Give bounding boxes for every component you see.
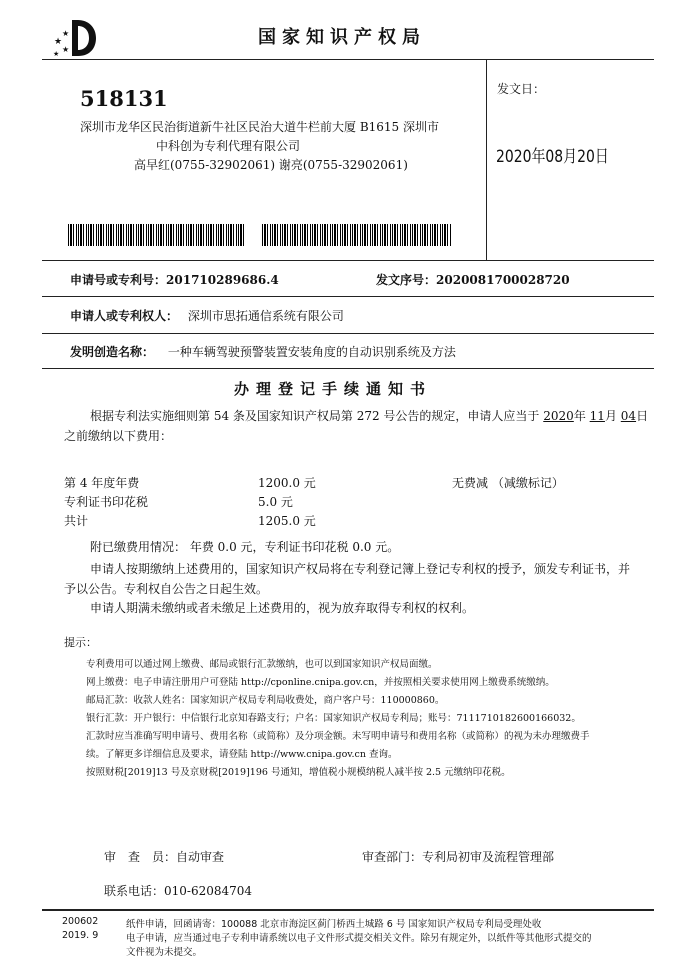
tip-line: 专利费用可以通过网上缴费、邮局或银行汇款缴纳，也可以到国家知识产权局面缴。 xyxy=(86,659,438,670)
tip-line: 汇款时应当准确写明申请号、费用名称（或简称）及分项金额。未写明申请号和费用名称（或简称）的视为未办理缴费手 xyxy=(86,731,590,742)
dispatch-date: 2020年08月20日 xyxy=(496,147,609,167)
invention-title-label: 发明创造名称： xyxy=(70,345,155,359)
footer-code-2: 2019. 9 xyxy=(62,930,99,941)
fee-row xyxy=(64,474,139,491)
para1-text: 根据专利法实施细则第 54 条及国家知识产权局第 272 号公告的规定，申请人应当于 xyxy=(90,409,540,423)
fee-amount: 5.0 元 xyxy=(258,495,293,509)
invention-title-row xyxy=(70,343,456,360)
notice-heading: 办理登记手续通知书 xyxy=(234,380,433,398)
invention-title: 一种车辆驾驶预警装置安装角度的自动识别系统及方法 xyxy=(167,345,456,359)
dispatch-date-label: 发文日： xyxy=(497,82,546,96)
cnipa-logo xyxy=(50,14,100,58)
address-line-1: 深圳市龙华区民治街道新牛社区民治大道牛栏前大厦 B1615 深圳市 xyxy=(80,120,439,134)
svg-text:★: ★ xyxy=(54,37,63,47)
app-no-label: 申请号或专利号： xyxy=(70,273,167,287)
svg-text:★: ★ xyxy=(62,45,70,54)
paid-status: 附已缴费用情况： 年费 0.0 元，专利证书印花税 0.0 元。 xyxy=(90,540,400,554)
para1-continuation: 之前缴纳以下费用： xyxy=(64,429,173,443)
footer-line-1: 纸件申请，回函请寄：100088 北京市海淀区蓟门桥西土城路 6 号 国家知识产权局专利局受理处收 xyxy=(126,919,542,930)
applicant-label: 申请人或专利权人： xyxy=(70,309,179,323)
svg-text:★: ★ xyxy=(53,50,60,58)
rule-3 xyxy=(42,333,654,334)
application-number-row xyxy=(70,271,279,288)
year-char: 年 xyxy=(573,409,586,423)
dispatch-serial: 2020081700028720 xyxy=(436,273,570,287)
notice-paragraph-2-line-2: 予以公告。专利权自公告之日起生效。 xyxy=(64,582,269,596)
contacts: 高早红(0755-32902061) 谢亮(0755-32902061) xyxy=(134,158,408,172)
cnipa-logo-mark xyxy=(50,14,100,58)
rule-4 xyxy=(42,368,654,369)
barcode-left xyxy=(68,224,244,246)
tip-line: 邮局汇款：收款人姓名：国家知识产权局专利局收费处，商户客户号：110000860。 xyxy=(86,695,445,706)
fee-amount: 1200.0 元 xyxy=(258,476,316,490)
due-day: 04 xyxy=(620,409,637,423)
fee-note: 无费减 （减缴标记） xyxy=(452,476,564,490)
dispatch-serial-row xyxy=(376,271,570,288)
examiner: 审 查 员：自动审查 xyxy=(104,850,225,864)
header-rule xyxy=(42,59,654,60)
dispatch-divider xyxy=(486,59,487,260)
barcode-right xyxy=(262,224,452,246)
postal-code: 518131 xyxy=(80,86,168,111)
dispatch-serial-label: 发文序号： xyxy=(376,273,437,287)
notice-paragraph-1 xyxy=(90,407,648,424)
org-title: 国家知识产权局 xyxy=(258,27,426,48)
footer-line-2: 电子申请，应当通过电子专利申请系统以电子文件形式提交相关文件。除另有规定外，以纸件等其他形式提交的 xyxy=(126,933,592,944)
tip-line: 银行汇款：开户银行：中信银行北京知春路支行；户名：国家知识产权局专利局；账号：7111710182600166032。 xyxy=(86,713,581,724)
due-month: 11 xyxy=(589,409,605,423)
review-department: 审查部门：专利局初审及流程管理部 xyxy=(362,850,555,864)
notice-paragraph-2-line-1: 申请人按期缴纳上述费用的，国家知识产权局将在专利登记簿上登记专利权的授予，颁发专利证书，并 xyxy=(90,562,631,576)
contact-phone: 联系电话：010-62084704 xyxy=(104,884,253,898)
rule-1 xyxy=(42,260,654,261)
fee-total-label: 共计 xyxy=(64,514,89,528)
notice-paragraph-3: 申请人期满未缴纳或者未缴足上述费用的，视为放弃取得专利权的权利。 xyxy=(90,601,475,615)
address-line-2: 中科创为专利代理有限公司 xyxy=(156,139,301,153)
app-no: 201710289686.4 xyxy=(166,273,279,287)
rule-2 xyxy=(42,296,654,297)
footer-line-3: 文件视为未提交。 xyxy=(126,947,203,958)
footer-code-1: 200602 xyxy=(62,916,99,927)
month-char: 月 xyxy=(604,409,617,423)
applicant-row xyxy=(70,307,344,324)
tip-line: 网上缴费：电子申请注册用户可登陆 http://cponline.cnipa.gov.cn，并按照相关要求使用网上缴费系统缴纳。 xyxy=(86,677,555,688)
due-year: 2020 xyxy=(543,409,574,423)
tip-line: 按照财税[2019]13 号及京财税[2019]196 号通知，增值税小规模纳税人减半按 2.5 元缴纳印花税。 xyxy=(86,767,511,778)
fee-name: 第 4 年度年费 xyxy=(64,476,140,490)
day-char: 日 xyxy=(636,409,649,423)
tips-label: 提示： xyxy=(64,636,97,649)
footer-rule xyxy=(42,909,654,911)
fee-total-amount: 1205.0 元 xyxy=(258,514,316,528)
svg-text:★: ★ xyxy=(62,29,70,38)
applicant-name: 深圳市思拓通信系统有限公司 xyxy=(187,309,344,323)
fee-name: 专利证书印花税 xyxy=(64,495,149,509)
tip-line: 续。了解更多详细信息及要求，请登陆 http://www.cnipa.gov.cn 查询。 xyxy=(86,749,398,760)
